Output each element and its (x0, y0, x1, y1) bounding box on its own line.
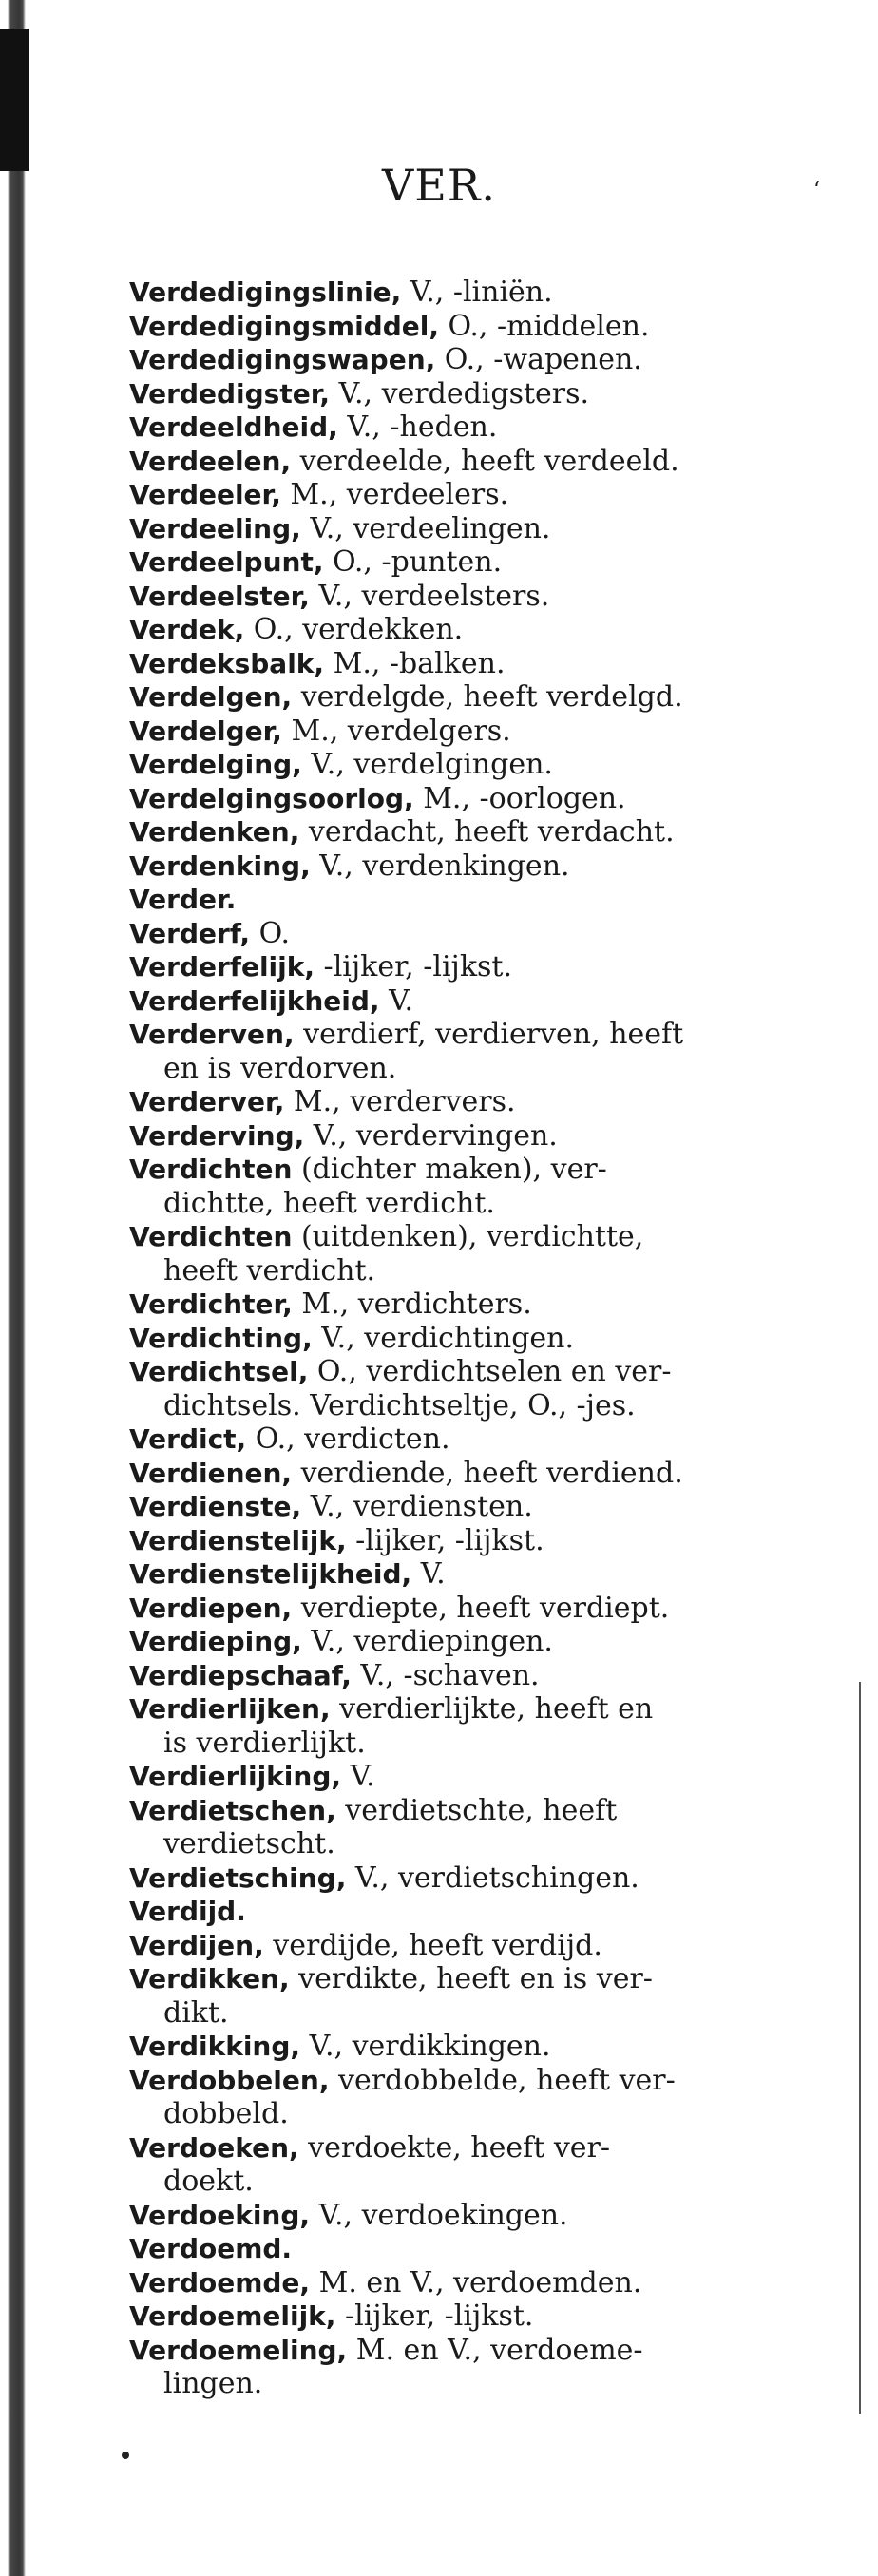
entry-headword: Verdiepen, (129, 1592, 293, 1624)
entry-definition: V., verdeelsters. (309, 579, 550, 613)
entry-headword: Verdeeling, (129, 512, 301, 544)
entry-definition: O., -middelen. (438, 309, 650, 343)
entry-headword: Verdikking, (129, 2031, 301, 2062)
dictionary-entry (129, 2030, 832, 2064)
entry-headword: Verdietschen, (129, 1794, 336, 1826)
entry-definition: V. (379, 983, 414, 1018)
entry-headword: Verdietsching, (129, 1861, 347, 1894)
entry-continuation: dichtte, heeft verdicht. (163, 1186, 495, 1220)
entry-headword: Verdenking, (129, 849, 311, 882)
entry-headword: Verdoeken, (129, 2131, 299, 2164)
dictionary-entry (129, 883, 832, 917)
binding-shadow (0, 29, 29, 171)
entry-definition: verdiepte, heeft verdiept. (292, 1591, 670, 1625)
header-mark: ‘ (813, 179, 820, 202)
entry-continuation: dobbeld. (163, 2097, 289, 2130)
dictionary-entry (129, 1592, 832, 1626)
entry-continuation: doekt. (163, 2165, 254, 2198)
entry-definition: V., verdeelingen. (300, 511, 551, 545)
entry-definition: O., verdekken. (244, 613, 464, 646)
dictionary-entry (129, 580, 832, 614)
entry-headword: Verdeelen, (129, 445, 292, 477)
entry-headword: Verdelging, (129, 749, 302, 780)
entry-headword: Verdict, (129, 1423, 247, 1455)
dictionary-entry (129, 2199, 832, 2233)
dictionary-entry (129, 1490, 832, 1524)
entry-headword: Verdelgen, (129, 681, 293, 713)
entry-definition: (uitdenken), verdichtte, (292, 1220, 644, 1253)
dictionary-entry (129, 849, 832, 884)
entry-headword: Verdeksbalk, (129, 647, 325, 679)
entry-headword: Verdek, (129, 614, 245, 645)
dictionary-entry (129, 445, 832, 479)
dictionary-entry (129, 1355, 832, 1422)
entry-headword: Verdeelster, (129, 580, 310, 612)
entry-definition: verdobbelde, heeft ver- (329, 2063, 676, 2097)
dictionary-entry (129, 1322, 832, 1356)
entry-definition: V., verdikkingen. (300, 2030, 551, 2063)
entry-definition: M. en V., verdoeme- (347, 2333, 643, 2367)
dictionary-entry (129, 512, 832, 546)
dictionary-entry (129, 1457, 832, 1491)
entry-definition: verdoekte, heeft ver- (298, 2130, 611, 2165)
entry-headword: Verdedigingsmiddel, (129, 310, 439, 342)
entry-headword: Verdoeking, (129, 2199, 311, 2231)
dictionary-entry (129, 1794, 832, 1861)
dictionary-entry (129, 545, 832, 580)
dictionary-entry (129, 343, 832, 377)
entry-headword: Verdeeler, (129, 479, 281, 510)
entry-headword: Verdoemeling, (129, 2334, 348, 2366)
entry-definition: M., verdervers. (284, 1085, 516, 1118)
dictionary-entry (129, 1625, 832, 1659)
entry-headword: Verdoemelijk, (129, 2300, 336, 2332)
entry-definition: verdijde, heeft verdijd. (263, 1928, 602, 1962)
entry-continuation: verdietscht. (163, 1827, 335, 1860)
entry-headword: Verdenken, (129, 816, 300, 848)
dictionary-entry (129, 815, 832, 849)
dictionary-entry (129, 1895, 832, 1929)
entry-headword: Verdedigingslinie, (129, 277, 402, 308)
entry-definition: O., -punten. (323, 545, 503, 579)
dictionary-entry (129, 748, 832, 782)
dictionary-entry (129, 1422, 832, 1457)
entry-continuation: is verdierlijkt. (163, 1726, 366, 1760)
entry-definition: (dichter maken), ver- (292, 1153, 607, 1186)
entry-definition: V., -liniën. (401, 276, 553, 309)
dictionary-entry (129, 1018, 832, 1085)
entry-headword: Verderving, (129, 1119, 305, 1152)
dictionary-entry (129, 1220, 832, 1288)
dictionary-entry (129, 1153, 832, 1220)
dictionary-entries (129, 276, 832, 2401)
entry-definition: M. en V., verdoemden. (310, 2265, 642, 2299)
page-binding-edge (0, 0, 29, 2576)
dictionary-entry (129, 613, 832, 647)
dictionary-entry (129, 276, 832, 310)
entry-definition: V., verdiensten. (301, 1490, 533, 1523)
entry-definition: -lijker, -lijkst. (335, 2299, 534, 2333)
entry-headword: Verdoemd. (129, 2233, 293, 2264)
entry-definition: O., -wapenen. (435, 343, 642, 376)
entry-definition: verdiende, heeft verdiend. (292, 1456, 683, 1490)
dictionary-entry (129, 782, 832, 816)
entry-definition: V., -schaven. (351, 1658, 540, 1692)
entry-definition: M., verdeelers. (280, 478, 509, 511)
entry-headword: Verdijen, (129, 1929, 264, 1961)
entry-definition: verdacht, heeft verdacht. (299, 815, 675, 849)
entry-headword: Verder. (129, 884, 237, 915)
dictionary-entry (129, 1288, 832, 1322)
dictionary-entry (129, 917, 832, 951)
entry-definition: verdikte, heeft en is ver- (289, 1962, 653, 1995)
entry-definition: V., -heden. (337, 410, 498, 444)
dictionary-entry (129, 680, 832, 715)
entry-headword: Verdierlijken, (129, 1693, 331, 1725)
dictionary-entry (129, 1692, 832, 1760)
dictionary-entry (129, 647, 832, 681)
dictionary-entry (129, 2334, 832, 2401)
entry-definition: M., -oorlogen. (413, 781, 626, 815)
entry-headword: Verderven, (129, 1019, 295, 1050)
entry-continuation: dichtsels. Verdichtseltje, O., -jes. (163, 1388, 636, 1422)
dictionary-entry (129, 1085, 832, 1119)
entry-headword: Verderver, (129, 1086, 285, 1117)
entry-definition: V., verdichtingen. (312, 1321, 575, 1355)
entry-definition: V., verdenkingen. (310, 849, 570, 883)
entry-headword: Verdichter, (129, 1288, 293, 1320)
entry-definition: M., -balken. (324, 646, 506, 680)
entry-definition: O., verdichtselen en ver- (308, 1355, 672, 1388)
entry-headword: Verdienen, (129, 1457, 293, 1489)
dictionary-entry (129, 410, 832, 445)
entry-headword: Verdedigingswapen, (129, 344, 436, 375)
entry-headword: Verdijd. (129, 1896, 246, 1927)
entry-headword: Verdobbelen, (129, 2064, 330, 2096)
entry-headword: Verdichten (129, 1221, 293, 1252)
entry-definition: -lijker, -lijkst. (315, 950, 513, 983)
column-rule (859, 1682, 861, 2414)
entry-headword: Verdierlijking, (129, 1761, 342, 1792)
dictionary-entry (129, 377, 832, 411)
entry-definition: M., verdelgers. (281, 714, 511, 748)
entry-definition: V., verdedigsters. (330, 376, 590, 410)
entry-headword: Verdelgingsoorlog, (129, 782, 414, 814)
entry-definition: V., verdiepingen. (301, 1625, 553, 1658)
dictionary-entry (129, 715, 832, 749)
entry-definition: V., verdervingen. (304, 1118, 558, 1153)
dictionary-entry (129, 1119, 832, 1154)
entry-definition: verdelgde, heeft verdelgd. (292, 680, 683, 714)
entry-headword: Verdikken, (129, 1963, 290, 1994)
dictionary-entry (129, 1962, 832, 2030)
dictionary-entry (129, 478, 832, 512)
dictionary-entry (129, 1760, 832, 1794)
entry-definition: verdierlijkte, heeft en (330, 1692, 654, 1726)
dictionary-entry (129, 1524, 832, 1558)
entry-definition: V., verdietschingen. (346, 1860, 639, 1895)
entry-definition: verdietschte, heeft (335, 1793, 618, 1827)
dictionary-entry (129, 2064, 832, 2131)
entry-headword: Verderf, (129, 917, 251, 949)
entry-definition: V. (341, 1760, 375, 1793)
entry-headword: Verdichtsel, (129, 1356, 309, 1387)
dictionary-entry (129, 950, 832, 984)
entry-headword: Verdienste, (129, 1491, 302, 1522)
entry-headword: Verdeeldheid, (129, 411, 338, 443)
entry-headword: Verdichting, (129, 1322, 313, 1354)
entry-definition: M., verdichters. (292, 1288, 532, 1321)
dictionary-entry (129, 2232, 832, 2266)
dictionary-entry (129, 1929, 832, 1963)
entry-definition: V., verdoekingen. (310, 2198, 568, 2232)
page-header: VER. (381, 160, 497, 211)
dictionary-entry (129, 2299, 832, 2334)
entry-definition: O. (250, 916, 290, 950)
entry-definition: verdierf, verdierven, heeft (294, 1018, 684, 1051)
dictionary-entry (129, 984, 832, 1019)
entry-headword: Verdelger, (129, 715, 282, 747)
entry-headword: Verderfelijkheid, (129, 984, 380, 1017)
entry-headword: Verderfelijk, (129, 951, 315, 983)
entry-headword: Verdiepschaaf, (129, 1659, 352, 1691)
page-dot (122, 2452, 129, 2459)
dictionary-entry (129, 1659, 832, 1693)
entry-continuation: heeft verdicht. (163, 1253, 376, 1288)
entry-headword: Verdichten (129, 1154, 293, 1185)
dictionary-entry (129, 1557, 832, 1592)
entry-definition: V., verdelgingen. (301, 748, 553, 781)
entry-definition: verdeelde, heeft verdeeld. (291, 444, 679, 478)
dictionary-entry (129, 310, 832, 344)
entry-headword: Verdienstelijkheid, (129, 1558, 412, 1590)
entry-headword: Verdieping, (129, 1626, 302, 1657)
dictionary-entry (129, 2131, 832, 2199)
entry-headword: Verdedigster, (129, 377, 331, 410)
entry-continuation: en is verdorven. (163, 1051, 397, 1085)
entry-headword: Verdoemde, (129, 2266, 311, 2299)
entry-continuation: dikt. (163, 1995, 229, 2030)
entry-headword: Verdienstelijk, (129, 1524, 347, 1556)
dictionary-entry (129, 1861, 832, 1896)
entry-continuation: lingen. (163, 2367, 263, 2400)
entry-definition: V. (411, 1557, 446, 1591)
entry-definition: -lijker, -lijkst. (346, 1523, 544, 1557)
entry-definition: O., verdicten. (246, 1422, 450, 1456)
entry-headword: Verdeelpunt, (129, 546, 324, 578)
dictionary-entry (129, 2266, 832, 2300)
